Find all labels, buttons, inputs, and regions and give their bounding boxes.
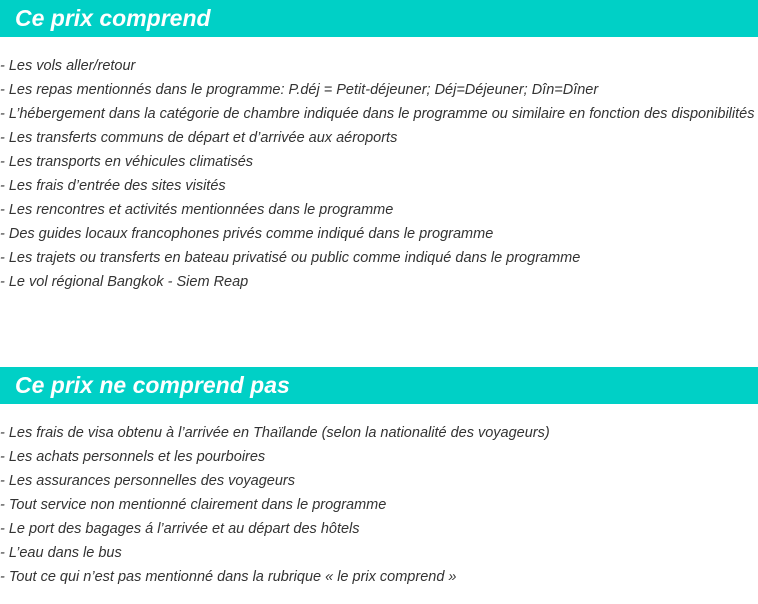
list-item: - Tout service non mentionné clairement dans le programme [0, 497, 387, 513]
list-item: - Des guides locaux francophones privés comme indiqué dans le programme [0, 226, 494, 242]
list-item: - Les repas mentionnés dans le programme: P.déj = Petit-déjeuner; Déj=Déjeuner; Dîn=Dîner [0, 82, 599, 98]
excluded-items-list [0, 421, 758, 589]
list-item: - Tout ce qui n’est pas mentionné dans la rubrique « le prix comprend » [0, 569, 457, 585]
excluded-section-title: Ce prix ne comprend pas [15, 372, 290, 398]
included-items-list [0, 54, 758, 294]
included-section-title: Ce prix comprend [15, 5, 211, 31]
list-item: - Les rencontres et activités mentionnées dans le programme [0, 202, 394, 218]
list-item: - Le vol régional Bangkok - Siem Reap [0, 274, 249, 290]
list-item: - Les trajets ou transferts en bateau privatisé ou public comme indiqué dans le programme [0, 250, 581, 266]
list-item: - Les assurances personnelles des voyageurs [0, 473, 295, 489]
list-item: - L’eau dans le bus [0, 545, 122, 561]
list-item: - Les frais de visa obtenu à l’arrivée en Thaïlande (selon la nationalité des voyageurs) [0, 425, 550, 441]
list-item: - Les vols aller/retour [0, 58, 136, 74]
list-item: - Les achats personnels et les pourboires [0, 449, 266, 465]
included-section-header [0, 0, 758, 37]
list-item: - Les transferts communs de départ et d’arrivée aux aéroports [0, 130, 398, 146]
list-item: - Le port des bagages á l’arrivée et au départ des hôtels [0, 521, 360, 537]
excluded-section-header [0, 367, 758, 404]
list-item: - L’hébergement dans la catégorie de chambre indiquée dans le programme ou similaire en fonction des disponibilités [0, 106, 755, 122]
list-item: - Les transports en véhicules climatisés [0, 154, 254, 170]
list-item: - Les frais d’entrée des sites visités [0, 178, 226, 194]
